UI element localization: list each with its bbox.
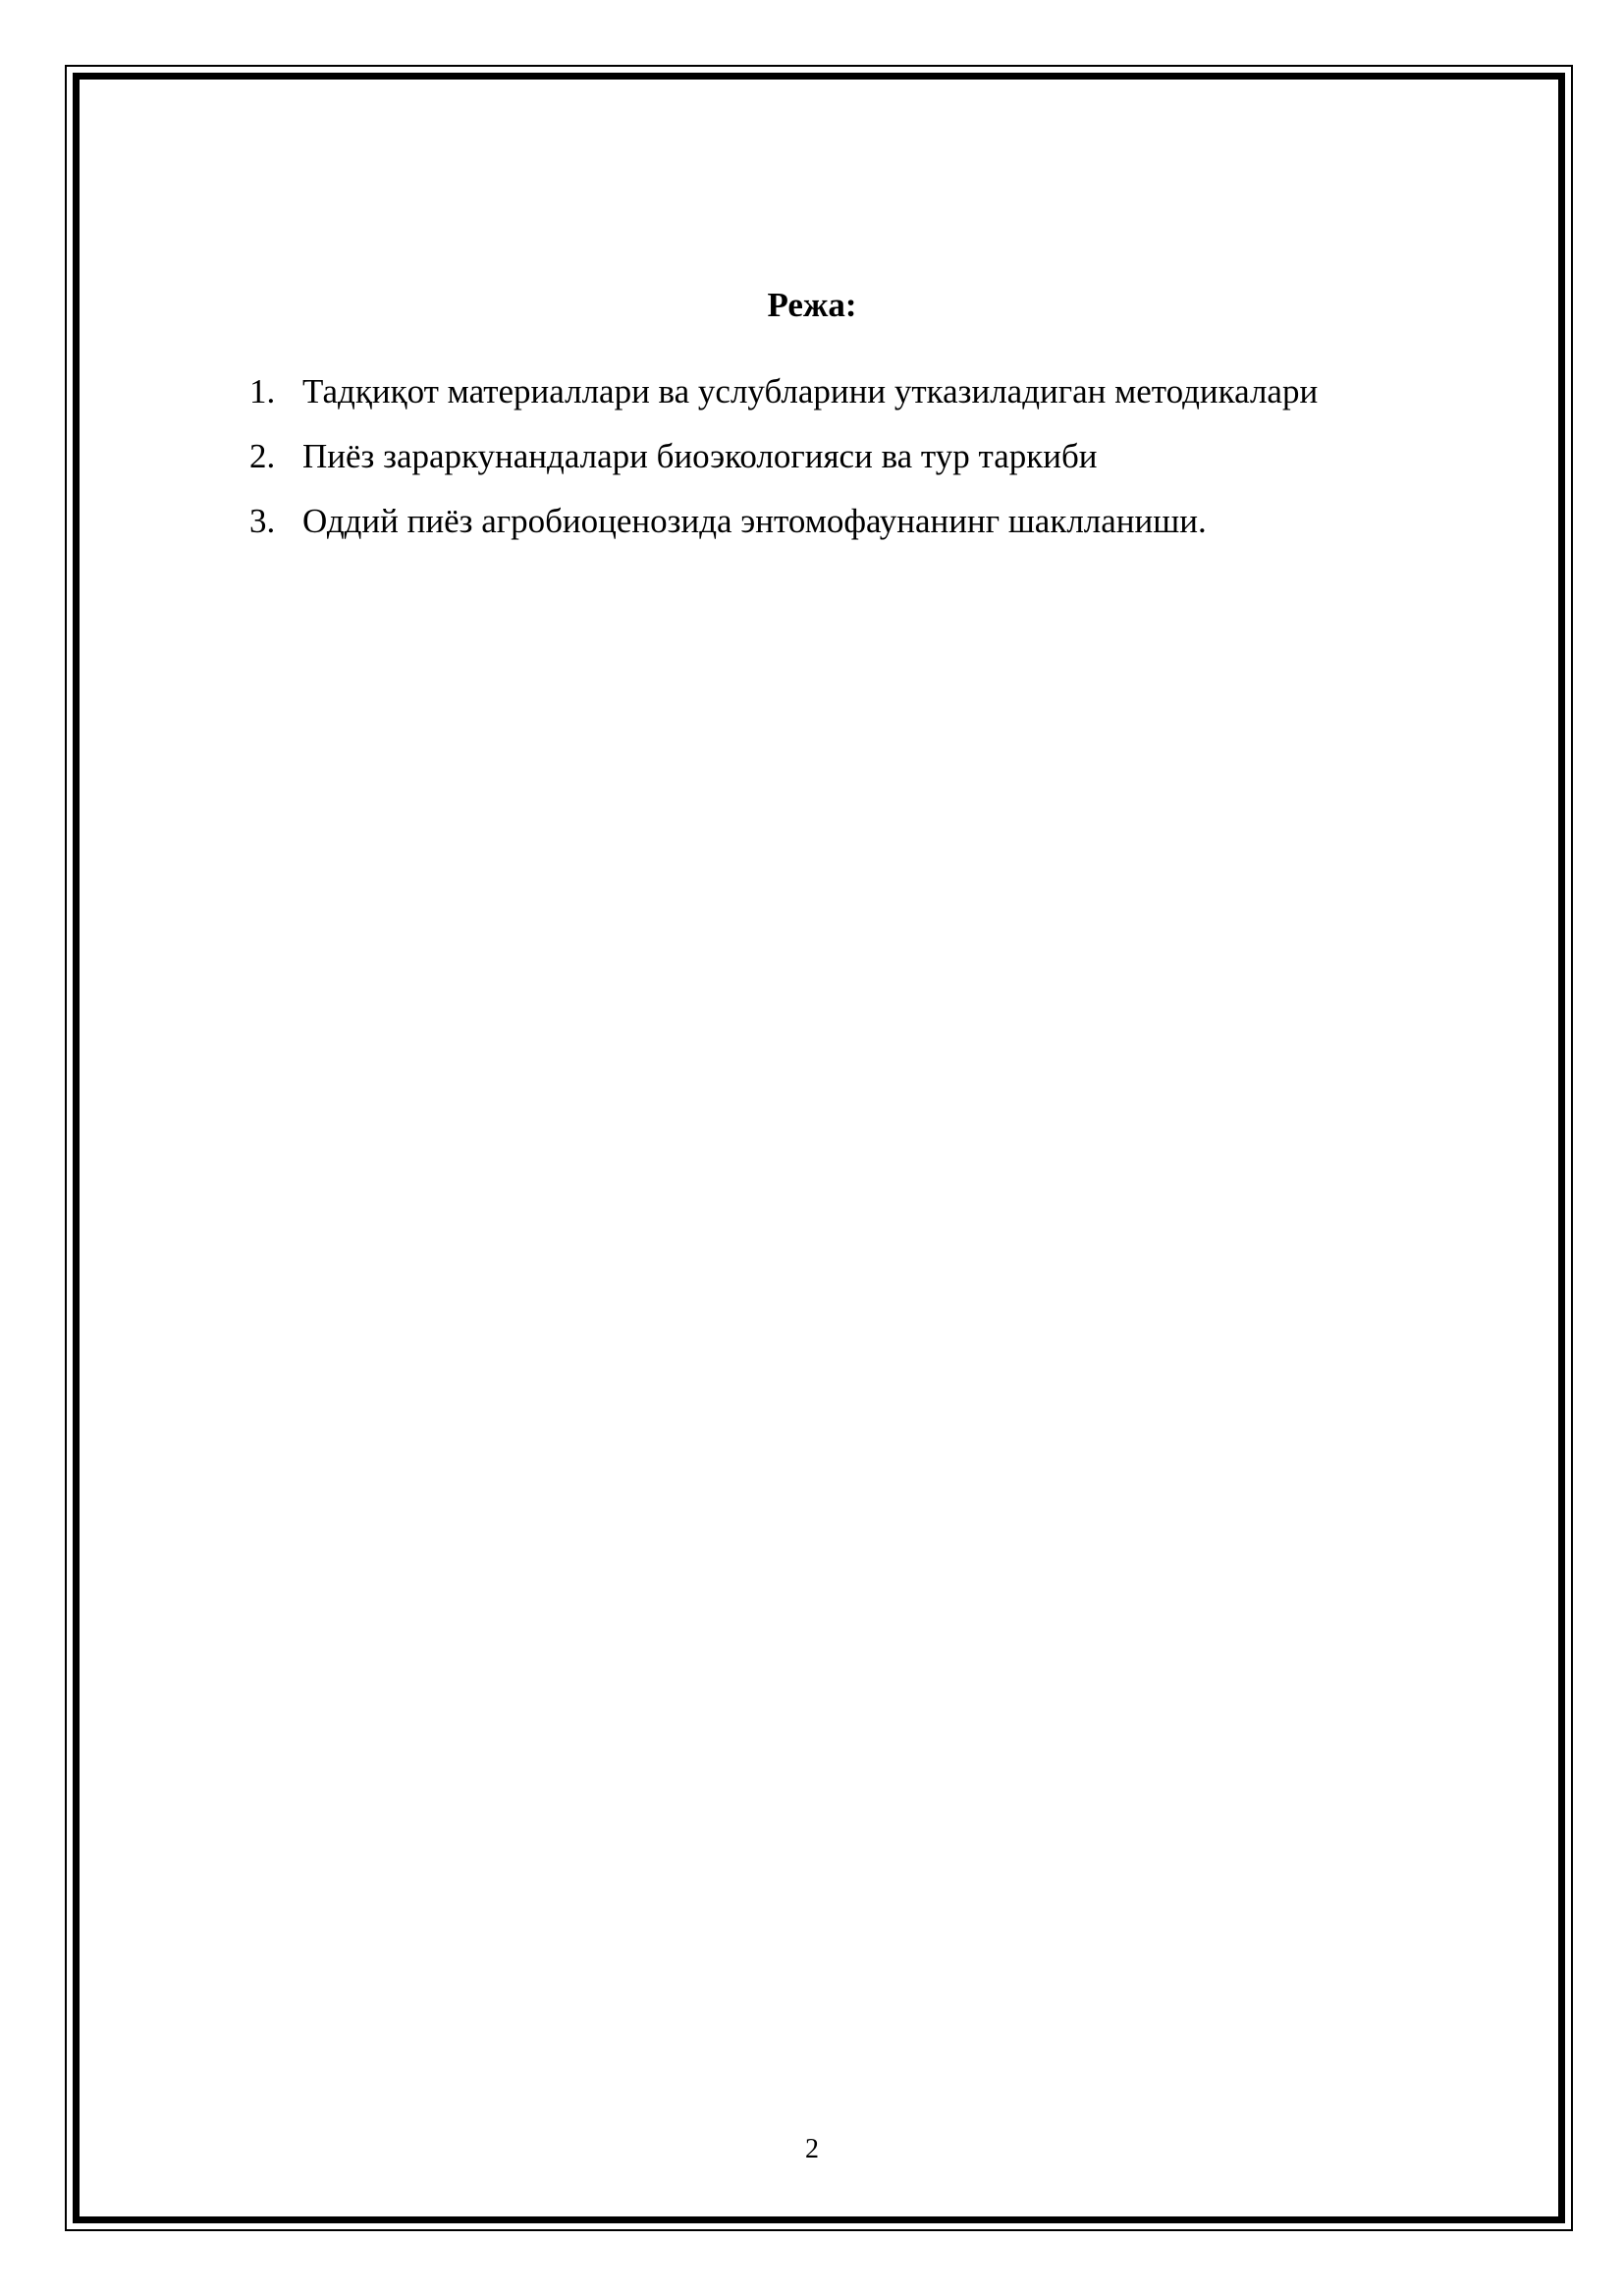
page-title: Режа: bbox=[767, 286, 857, 324]
list-item-number: 3. bbox=[249, 502, 276, 540]
list-item-text: Тадқиқот материаллари ва услубларини утказиладиган методикалари bbox=[302, 372, 1319, 410]
plan-list bbox=[249, 369, 1318, 564]
list-item bbox=[249, 369, 1318, 434]
list-item bbox=[249, 434, 1318, 499]
list-item-text: Оддий пиёз агробиоценозида энтомофаунанинг шаклланиши. bbox=[302, 502, 1207, 540]
list-item-text: Пиёз зараркунандалари биоэкологияси ва тур таркиби bbox=[302, 437, 1098, 475]
list-item-number: 1. bbox=[249, 372, 276, 410]
page-number: 2 bbox=[805, 2134, 819, 2164]
list-item bbox=[249, 499, 1318, 564]
list-item-number: 2. bbox=[249, 437, 276, 475]
